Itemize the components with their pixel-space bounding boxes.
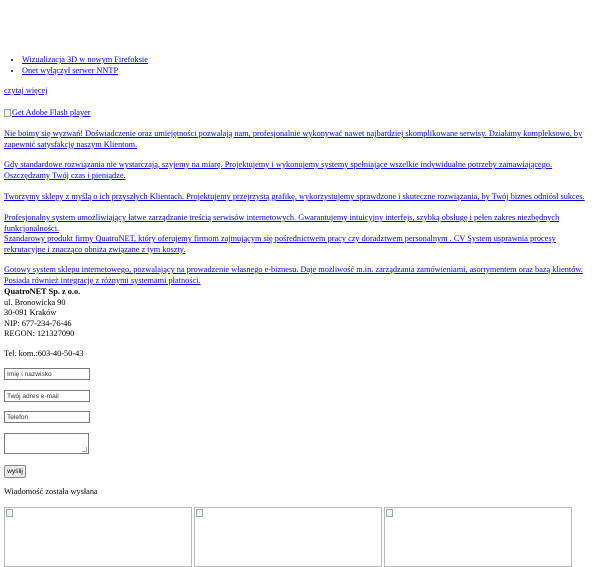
get-flash-player-link[interactable] [4,108,91,117]
broken-image-icon [386,509,393,517]
broken-image-icon [196,509,203,517]
company-regon: REGON: 121327090 [4,329,75,339]
company-name: QuatroNET Sp. z o.o. [4,287,81,296]
company-phone: Tel. kom.:603-40-50-43 [4,349,84,358]
message-textarea[interactable] [4,433,89,454]
company-address [4,287,80,340]
company-street: ul. Bronowicka 90 [4,297,66,307]
company-city: 30-091 Kraków [4,308,57,318]
news-list [0,54,148,76]
news-link-onet-nntp[interactable]: Onet wyłączył serwer NNTP [22,66,119,75]
service-link-dedicated-systems[interactable]: Gdy standardowe rozwiązania nie wystarczają, szyjemy na miarę. Projektujemy i wykonujemy systemy spełniające wszelkie indywidualne potrzeby zamawiającego. Oszczędzamy Twój czas i pieniądze. [4,160,553,180]
service-link-online-shops[interactable]: Tworzymy sklepy z myślą o ich przyszłych Klientach. Projektujemy przejrzystą grafikę, wykorzystujemy sprawdzone i skuteczne rozwiązania, by Twój biznes odniósł sukces. [4,192,585,201]
name-input[interactable]: Imię i nazwisko [4,368,90,380]
thumbnail-image[interactable] [194,507,382,567]
broken-image-icon [6,509,13,517]
flash-alt-text: Get Adobe Flash player [12,108,91,117]
thumbnail-image[interactable] [384,507,572,567]
service-link-shop-system[interactable]: Gotowy system sklepu internetowego, pozwalający na prowadzenie własnego e-biznesu. Daje możliwość m.in. zarządzania zamówieniami, asortymentem oraz bazą klientów. Posiada również integrację z różnymi systemami płatności. [4,265,583,285]
email-input[interactable]: Twój adres e-mail [4,390,90,402]
news-item [22,65,148,76]
company-nip: NIP: 677-234-76-46 [4,318,72,328]
news-link-firefox-3d[interactable]: Wizualizacja 3D w nowym Firefoksie [22,55,148,64]
service-link-cv-system[interactable]: Szandarowy produkt firmy QuatroNET, który oferujemy firmom zajmującym się pośrednictwem pracy czy doradztwem personalnym . CV System usprawnia procesy rekrutacyjne i znacząco obniża związane z tym koszty. [4,234,556,254]
send-button[interactable]: wyślij [4,465,26,478]
read-more-link[interactable]: czytaj więcej [4,86,48,95]
sent-confirmation: Wiadomość została wysłana [4,487,98,496]
broken-image-icon [4,109,11,117]
resize-grip-icon[interactable] [82,447,87,452]
phone-input[interactable]: Telefon [4,411,90,423]
service-link-custom-sites[interactable]: Nie boimy się wyzwań! Doświadczenie oraz umiejętności pozwalają nam, profesjonalnie wykonywać nawet najbardziej skomplikowane serwisy. Działamy kompleksowo, by zapewnić satysfakcję naszym Klientom. [4,129,583,149]
service-link-cms[interactable]: Profesjonalny system umożliwiający łatwe zarządzanie treścią serwisów internetowych. Gwarantujemy intuicyjny interfejs, szybką obsługę i pełen zakres niezbędnych funkcjonalności. [4,213,560,233]
news-item [22,54,148,65]
thumbnail-image[interactable] [4,507,192,567]
